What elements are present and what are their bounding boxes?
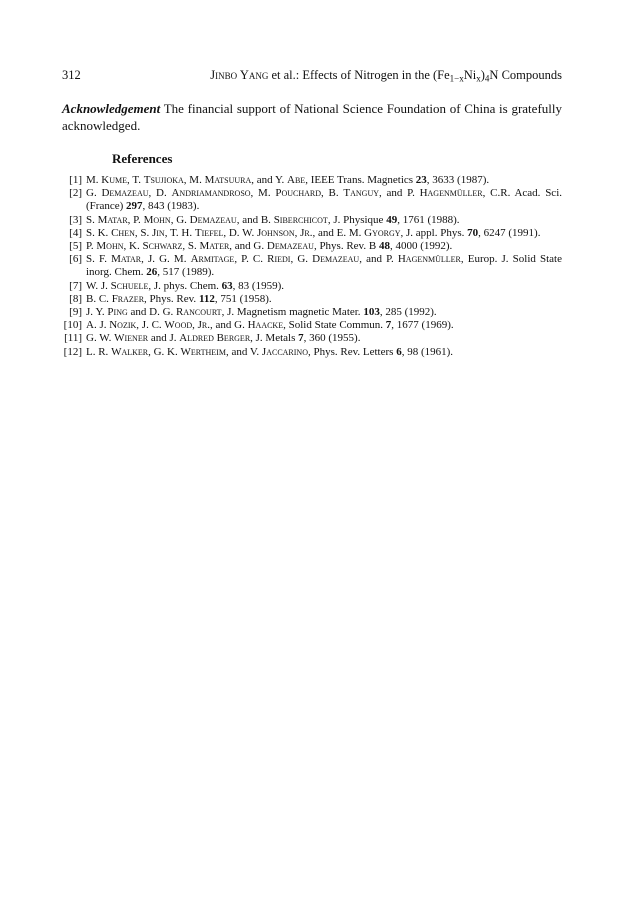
volume-number: 297 <box>126 200 143 213</box>
reference-number: [1] <box>69 174 82 186</box>
subscript-one-minus-x: 1−x <box>449 73 464 84</box>
citation-text: L. R. <box>86 345 112 358</box>
citation-text: , B. <box>321 187 344 200</box>
reference-item <box>62 280 562 293</box>
citation-text: , G. <box>170 213 190 226</box>
reference-citation <box>86 346 453 358</box>
citation-text: , and P. <box>379 187 420 200</box>
reference-citation <box>86 319 454 331</box>
citation-text: , and G. <box>229 240 267 253</box>
reference-number: [6] <box>69 253 82 266</box>
citation-text: , and E. M. <box>312 226 365 239</box>
citation-text: , Solid State Commun. <box>283 319 386 332</box>
reference-list <box>62 174 562 359</box>
citation-text: , 3633 (1987). <box>426 174 490 186</box>
citation-text: , 285 (1992). <box>379 306 437 319</box>
author-name: Ping <box>107 306 128 319</box>
citation-text: , <box>294 226 301 239</box>
author-initial: J <box>210 68 216 82</box>
author-name: Jaccarino <box>261 345 308 358</box>
author-name: Jr. <box>197 319 211 332</box>
author-name: Wertheim <box>180 345 226 358</box>
citation-text: W. J. <box>86 279 111 292</box>
author-name: Rancourt <box>176 306 222 319</box>
reference-number: [3] <box>69 213 82 226</box>
citation-text: S. <box>86 213 98 226</box>
volume-number: 70 <box>467 226 479 239</box>
reference-item <box>62 293 562 306</box>
subscript-x: x <box>476 73 481 84</box>
author-name: Hagenmüller <box>397 253 461 266</box>
author-name: Gyorgy <box>364 226 401 239</box>
author-surname-initial: Y <box>237 68 249 82</box>
author-name: Frazer <box>111 292 145 305</box>
author-name: Andriamandroso <box>171 187 251 200</box>
citation-text: B. C. <box>86 292 112 305</box>
author-name: Mohn <box>96 240 124 253</box>
citation-text: , M. <box>250 187 276 200</box>
volume-number: 26 <box>146 266 158 279</box>
citation-text: and J. <box>148 332 180 345</box>
citation-text: , 360 (1955). <box>303 332 361 345</box>
volume-number: 112 <box>198 292 215 305</box>
running-head <box>62 66 562 84</box>
reference-item <box>62 227 562 240</box>
author-name: Siberchicot <box>273 213 328 226</box>
reference-item <box>62 319 562 332</box>
author-first-name: inbo <box>215 68 238 82</box>
citation-text: P. <box>86 240 97 253</box>
citation-text: and D. G. <box>127 306 177 319</box>
author-name: Demazeau <box>189 213 237 226</box>
journal-page <box>62 66 562 359</box>
references-heading: References <box>112 151 173 166</box>
title-ni: Ni <box>463 68 477 82</box>
citation-text: , Phys. Rev. B <box>313 240 379 253</box>
author-name: Riedi <box>267 253 291 266</box>
citation-text: , P. <box>127 213 144 226</box>
reference-item <box>62 187 562 213</box>
citation-text: , J. Magnetism magnetic Mater. <box>221 306 364 319</box>
reference-number: [11] <box>64 332 82 345</box>
author-name: Matar <box>111 253 142 266</box>
citation-text: , G. <box>290 253 313 266</box>
citation-text: , D. <box>148 187 172 200</box>
citation-text: , J. G. M. <box>141 253 191 266</box>
volume-number: 7 <box>385 319 392 332</box>
reference-item <box>62 332 562 345</box>
running-title <box>210 66 562 84</box>
citation-text: , 517 (1989). <box>157 266 215 279</box>
reference-citation <box>86 293 272 305</box>
citation-text: , Phys. Rev. Letters <box>307 345 397 358</box>
citation-text: , 751 (1958). <box>214 292 272 305</box>
reference-number: [9] <box>69 306 82 319</box>
citation-text: , 4000 (1992). <box>389 240 453 253</box>
title-prefix: et al.: Effects of Nitrogen in the (Fe <box>268 68 450 82</box>
reference-item <box>62 306 562 319</box>
author-name: Aldred Berger <box>179 332 251 345</box>
reference-citation <box>86 306 437 318</box>
author-name: Mater <box>199 240 230 253</box>
citation-text: G. <box>86 187 102 200</box>
author-name: Walker <box>111 345 149 358</box>
acknowledgement-text: The financial support of National Science Foundation of China is gratefully acknowledged. <box>62 101 562 133</box>
title-suffix: N Compounds <box>489 68 562 82</box>
citation-text: , J. Physique <box>327 213 387 226</box>
reference-item <box>62 240 562 253</box>
citation-text: , Phys. Rev. <box>144 292 199 305</box>
citation-text: , and P. <box>359 253 398 266</box>
author-name: Armitage <box>190 253 235 266</box>
reference-citation <box>86 214 460 226</box>
citation-text: J. Y. <box>86 306 108 319</box>
reference-citation <box>86 174 489 186</box>
citation-text: , J. Metals <box>250 332 299 345</box>
author-name: Matsuura <box>204 174 252 186</box>
reference-citation <box>86 240 452 252</box>
author-name: Pouchard <box>275 187 322 200</box>
volume-number: 7 <box>298 332 304 345</box>
citation-text: , and Y. <box>251 174 288 186</box>
author-name: Tsujioka <box>143 174 184 186</box>
citation-text: , Europ. J. Solid State inorg. Chem. <box>86 253 562 279</box>
citation-text: , C.R. Acad. Sci. (France) <box>86 187 562 213</box>
citation-text: , and G. <box>210 319 248 332</box>
acknowledgement-paragraph <box>62 100 562 134</box>
citation-text: G. W. <box>86 332 115 345</box>
citation-text: , M. <box>183 174 205 186</box>
page-number: 312 <box>62 68 81 82</box>
citation-text: S. K. <box>86 226 112 239</box>
reference-citation <box>86 187 562 212</box>
reference-number: [7] <box>69 279 82 292</box>
reference-item <box>62 253 562 279</box>
reference-citation <box>86 280 284 292</box>
reference-item <box>62 346 562 359</box>
citation-text: , J. C. <box>136 319 165 332</box>
author-name: Demazeau <box>312 253 360 266</box>
author-name: Schuele <box>110 279 149 292</box>
citation-text: , 98 (1961). <box>401 345 454 358</box>
author-name: Kume <box>101 174 128 186</box>
reference-number: [10] <box>63 319 82 332</box>
reference-citation <box>86 227 540 239</box>
volume-number: 103 <box>363 306 380 319</box>
reference-number: [2] <box>69 187 82 200</box>
volume-number: 49 <box>386 213 398 226</box>
citation-text: , K. <box>123 240 143 253</box>
author-name: Abe <box>287 174 306 186</box>
citation-text: , S. <box>182 240 200 253</box>
citation-text: , and V. <box>225 345 262 358</box>
author-name: Schwarz <box>142 240 183 253</box>
author-name: Chen <box>111 226 135 239</box>
citation-text: , 83 (1959). <box>232 279 284 292</box>
citation-text: , 1677 (1969). <box>391 319 454 332</box>
reference-item <box>62 174 562 187</box>
author-name: Nozik <box>109 319 137 332</box>
citation-text: S. F. <box>86 253 112 266</box>
citation-text: , T. H. <box>164 226 195 239</box>
citation-text: , G. K. <box>148 345 181 358</box>
title-close-paren: ) <box>480 68 485 82</box>
citation-text: , 6247 (1991). <box>478 226 541 239</box>
author-name: Wood <box>164 319 193 332</box>
citation-text: , IEEE Trans. Magnetics <box>305 174 416 186</box>
citation-text: , T. <box>127 174 144 186</box>
author-name: Mohn <box>143 213 171 226</box>
author-name: Tanguy <box>343 187 380 200</box>
author-name: Hagenmüller <box>419 187 483 200</box>
acknowledgement-heading: Acknowledgement <box>62 101 161 116</box>
citation-text: , 1761 (1988). <box>397 213 460 226</box>
author-name: Wiener <box>114 332 149 345</box>
citation-text: , J. appl. Phys. <box>400 226 468 239</box>
citation-text: , P. C. <box>234 253 268 266</box>
reference-citation <box>86 332 360 344</box>
subscript-four: 4 <box>484 73 490 84</box>
citation-text: , 843 (1983). <box>142 200 200 213</box>
volume-number: 48 <box>378 240 390 253</box>
reference-number: [8] <box>69 292 82 305</box>
author-name: Johnson <box>256 226 295 239</box>
author-surname: ang <box>248 68 269 82</box>
volume-number: 23 <box>415 174 427 186</box>
citation-text: , D. W. <box>223 226 257 239</box>
reference-item <box>62 214 562 227</box>
author-name: Jr. <box>300 226 313 239</box>
author-name: Matar <box>97 213 128 226</box>
citation-text: , S. <box>134 226 152 239</box>
volume-number: 6 <box>396 345 402 358</box>
citation-text: M. <box>86 174 102 186</box>
volume-number: 63 <box>221 279 233 292</box>
reference-number: [12] <box>63 345 82 358</box>
reference-citation <box>86 253 562 278</box>
author-name: Tiefel <box>194 226 224 239</box>
author-name: Demazeau <box>266 240 314 253</box>
citation-text: , and B. <box>236 213 274 226</box>
author-name: Haacke <box>247 319 284 332</box>
citation-text: A. J. <box>86 319 110 332</box>
author-name: Demazeau <box>101 187 149 200</box>
reference-number: [5] <box>69 240 82 253</box>
citation-text: , <box>192 319 198 332</box>
author-name: Jin <box>151 226 165 239</box>
reference-number: [4] <box>69 226 82 239</box>
citation-text: , J. phys. Chem. <box>148 279 222 292</box>
